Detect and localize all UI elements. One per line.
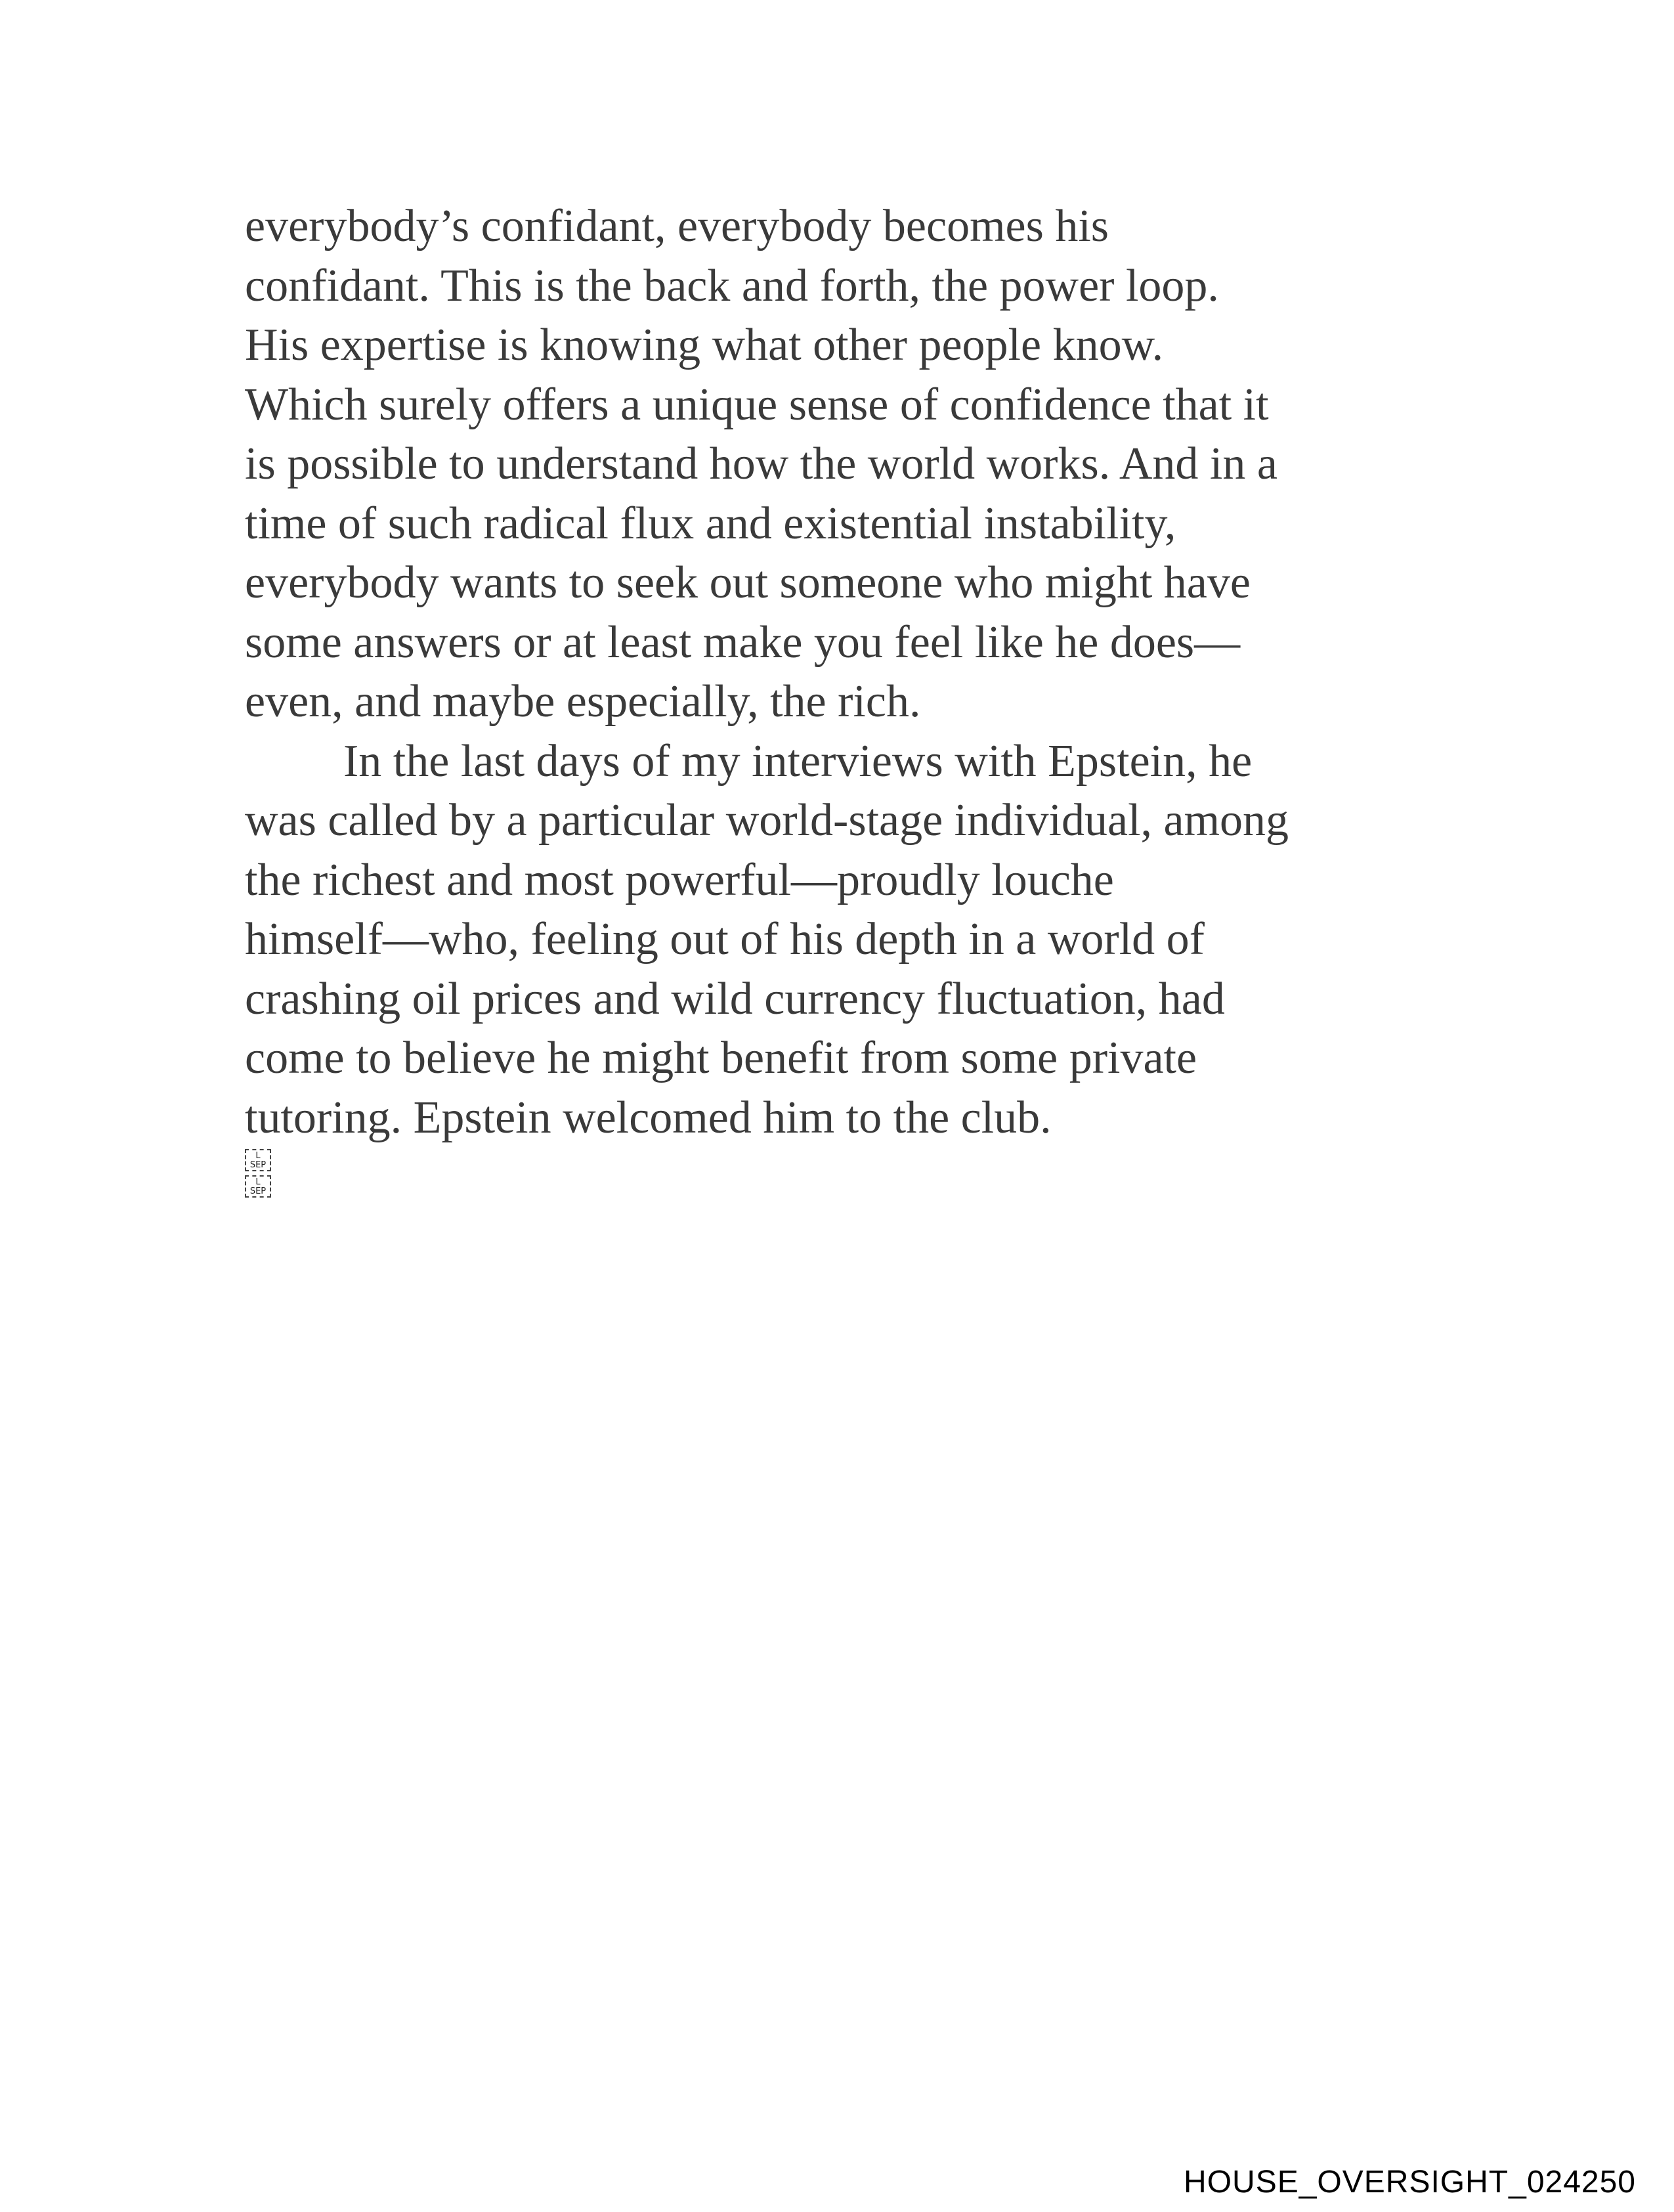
text-line: the richest and most powerful—proudly louche — [245, 854, 1114, 905]
text-line: His expertise is knowing what other people know. — [245, 320, 1164, 370]
text-line: some answers or at least make you feel like he does— — [245, 617, 1241, 668]
text-line: everybody’s confidant, everybody becomes his — [245, 201, 1109, 251]
separator-marks — [245, 1149, 275, 1202]
text-line: confidant. This is the back and forth, the power loop. — [245, 260, 1219, 311]
body-text — [245, 197, 1446, 1148]
text-line: tutoring. Epstein welcomed him to the club. — [245, 1092, 1052, 1143]
text-line: everybody wants to seek out someone who might have — [245, 557, 1251, 608]
text-line: was called by a particular world-stage individual, among — [245, 795, 1289, 846]
text-line: himself—who, feeling out of his depth in a world of — [245, 914, 1205, 965]
text-line: crashing oil prices and wild currency fluctuation, had — [245, 973, 1225, 1024]
text-line: Which surely offers a unique sense of confidence that it — [245, 379, 1269, 430]
text-line: come to believe he might benefit from some private — [245, 1033, 1197, 1083]
paragraph-start-line: In the last days of my interviews with Epstein, he — [343, 735, 1253, 787]
separator-mark-icon: L SEP — [245, 1175, 271, 1198]
text-line: even, and maybe especially, the rich. — [245, 676, 921, 727]
separator-mark-icon: L SEP — [245, 1149, 271, 1171]
bates-number: HOUSE_OVERSIGHT_024250 — [1184, 2165, 1636, 2200]
text-line: time of such radical flux and existential instability, — [245, 498, 1176, 549]
text-line: is possible to understand how the world works. And in a — [245, 439, 1277, 489]
